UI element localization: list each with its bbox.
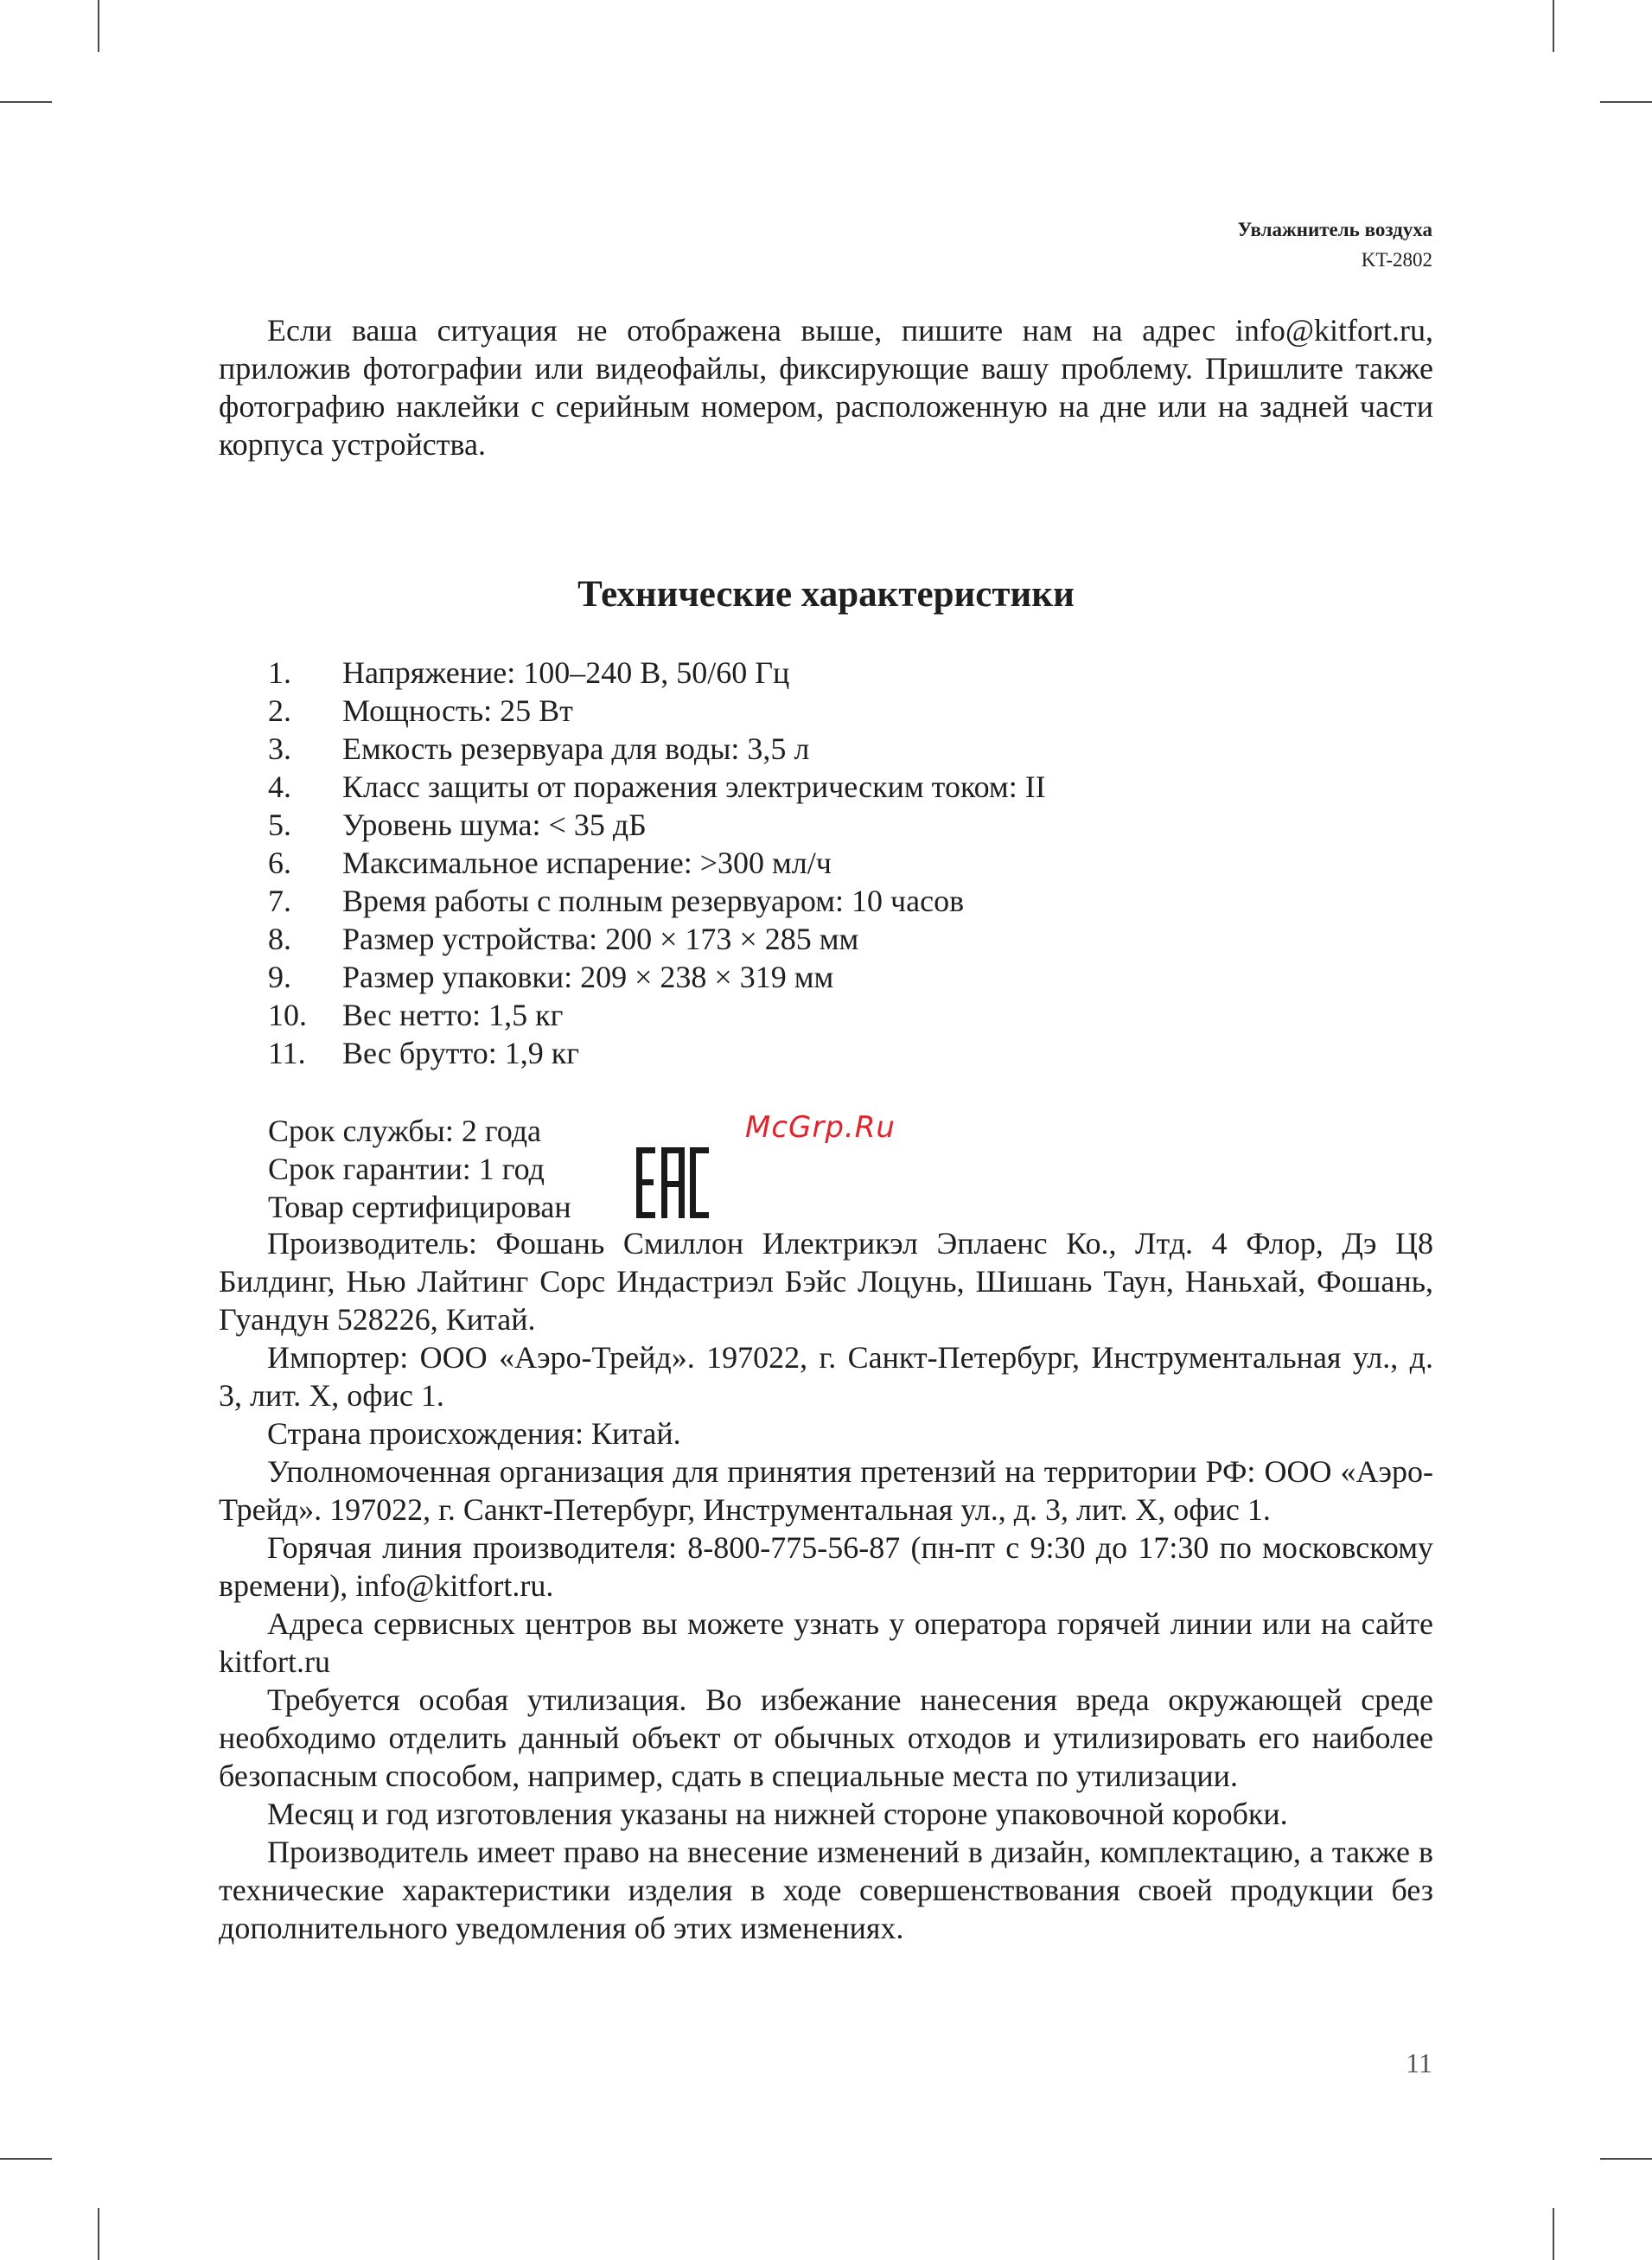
- product-title: Увлажнитель воздуха: [1237, 219, 1432, 240]
- spec-text: Емкость резервуара для воды: 3,5 л: [342, 731, 810, 766]
- crop-mark-top-left-vertical: [98, 0, 99, 52]
- spec-text: Мощность: 25 Вт: [342, 693, 573, 728]
- spec-text: Уровень шума: < 35 дБ: [342, 808, 647, 842]
- spec-number: 10.: [268, 998, 307, 1032]
- spec-number: 2.: [268, 693, 291, 728]
- spec-text: Вес нетто: 1,5 кг: [342, 998, 564, 1032]
- spec-text: Размер устройства: 200 × 173 × 285 мм: [342, 922, 859, 956]
- spec-item: [268, 996, 1046, 1034]
- spec-number: 1.: [268, 655, 291, 690]
- spec-item: [268, 730, 1046, 768]
- crop-mark-top-left-horizontal: [0, 101, 52, 103]
- spec-number: 4.: [268, 769, 291, 804]
- spec-text: Время работы с полным резервуаром: 10 часов: [342, 884, 965, 918]
- crop-mark-bottom-left-vertical: [98, 2208, 99, 2260]
- page-number: 11: [1406, 2047, 1432, 2078]
- hotline-paragraph: Горячая линия производителя: 8-800-775-56-87 (пн-пт с 9:30 до 17:30 по московскому времени), info@kitfort.ru.: [219, 1530, 1433, 1603]
- crop-mark-bottom-left-horizontal: [0, 2158, 52, 2160]
- spec-item: [268, 882, 1046, 920]
- product-model: KT-2802: [1361, 249, 1432, 271]
- spec-text: Класс защиты от поражения электрическим током: II: [342, 769, 1046, 804]
- manufacture-date-paragraph: Месяц и год изготовления указаны на нижней стороне упаковочной коробки.: [267, 1797, 1288, 1831]
- spec-item: [268, 692, 1046, 730]
- spec-item: [268, 806, 1046, 844]
- spec-number: 7.: [268, 884, 291, 918]
- running-header: [1238, 214, 1432, 275]
- spec-text: Вес брутто: 1,9 кг: [342, 1036, 579, 1070]
- service-centers-paragraph: Адреса сервисных центров вы можете узнать у оператора горячей линии или на сайте kitfort.ru: [219, 1606, 1433, 1679]
- disposal-paragraph: Требуется особая утилизация. Во избежание нанесения вреда окружающей среде необходимо отделить данный объект от обычных отходов и утилизировать его наиболее безопасным способом, например, сдать в специальные места по утилизации.: [219, 1682, 1433, 1793]
- importer-paragraph: Импортер: ООО «Аэро-Трейд». 197022, г. Санкт-Петербург, Инструментальная ул., д. 3, лит. Х, офис 1.: [219, 1340, 1433, 1413]
- spec-text: Максимальное испарение: >300 мл/ч: [342, 846, 832, 880]
- crop-mark-bottom-right-vertical: [1553, 2208, 1554, 2260]
- warranty-term: Срок гарантии: 1 год: [268, 1152, 545, 1186]
- spec-item: [268, 844, 1046, 882]
- service-info: [268, 1112, 571, 1226]
- spec-item: [268, 768, 1046, 806]
- service-life: Срок службы: 2 года: [268, 1114, 542, 1148]
- spec-number: 8.: [268, 922, 291, 956]
- changes-disclaimer-paragraph: Производитель имеет право на внесение изменений в дизайн, комплектацию, а также в технические характеристики изделия в ходе совершенствования своей продукции без дополнительного уведомления об этих изменениях.: [219, 1835, 1433, 1945]
- spec-number: 5.: [268, 808, 291, 842]
- claims-organization-paragraph: Уполномоченная организация для принятия претензий на территории РФ: ООО «Аэро-Трейд». 197022, г. Санкт-Петербург, Инструментальная ул., д. 3, лит. Х, офис 1.: [219, 1454, 1433, 1527]
- origin-paragraph: Страна происхождения: Китай.: [267, 1416, 681, 1451]
- watermark-text: McGrp.Ru: [745, 1110, 896, 1145]
- intro-paragraph: Если ваша ситуация не отображена выше, пишите нам на адрес info@kitfort.ru, приложив фотографии или видеофайлы, фиксирующие вашу проблему. Пришлите также фотографию наклейки с серийным номером, расположенную на дне или на задней части корпуса устройства.: [219, 313, 1433, 462]
- certification-note: Товар сертифицирован: [268, 1190, 571, 1224]
- spec-number: 11.: [268, 1036, 306, 1070]
- spec-number: 6.: [268, 846, 291, 880]
- manufacturer-paragraph: Производитель: Фошань Смиллон Илектрикэл Эплаенс Ко., Лтд. 4 Флор, Дэ Ц8 Билдинг, Нью Лайтинг Сорс Индастриэл Бэйс Лоцунь, Шишань Таун, Наньхай, Фошань, Гуандун 528226, Китай.: [219, 1226, 1433, 1337]
- spec-number: 9.: [268, 960, 291, 994]
- crop-mark-top-right-vertical: [1553, 0, 1554, 52]
- spec-item: [268, 1034, 1046, 1072]
- eac-mark-icon: [636, 1147, 709, 1218]
- spec-text: Напряжение: 100–240 В, 50/60 Гц: [342, 655, 790, 690]
- spec-item: [268, 920, 1046, 958]
- spec-item: [268, 654, 1046, 692]
- spec-list: [268, 654, 1046, 1072]
- intro-block: [219, 311, 1433, 463]
- spec-text: Размер упаковки: 209 × 238 × 319 мм: [342, 960, 834, 994]
- section-title: Технические характеристики: [577, 574, 1075, 615]
- legal-block: [219, 1224, 1433, 1947]
- spec-number: 3.: [268, 731, 291, 766]
- crop-mark-bottom-right-horizontal: [1600, 2158, 1652, 2160]
- crop-mark-top-right-horizontal: [1600, 101, 1652, 103]
- spec-item: [268, 958, 1046, 996]
